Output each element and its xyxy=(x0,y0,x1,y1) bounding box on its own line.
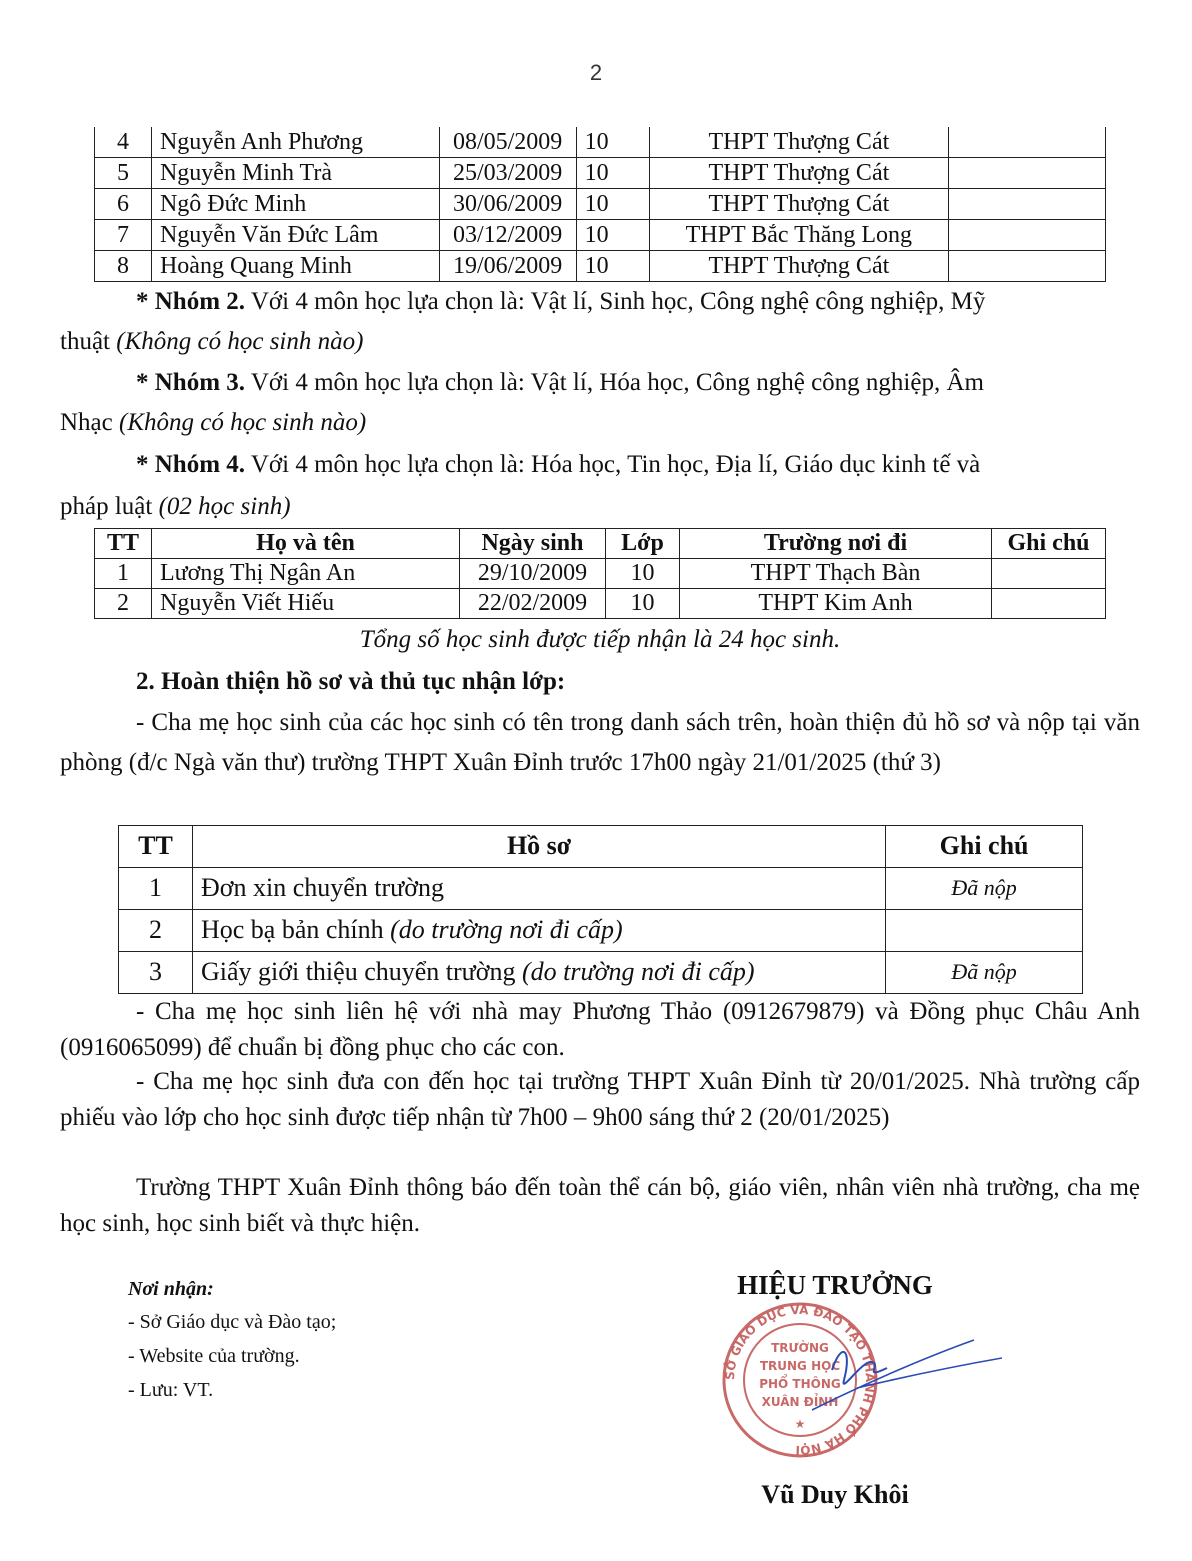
table-row: 5 Nguyễn Minh Trà 25/03/2009 10 THPT Thượng Cát xyxy=(95,158,1106,189)
students-table-group4 xyxy=(94,528,1106,619)
table-row: 2 Nguyễn Viết Hiếu 22/02/2009 10 THPT Kim Anh xyxy=(95,589,1106,619)
group3-paragraph-cont: Nhạc (Không có học sinh nào) xyxy=(60,409,367,436)
total-students-text: Tổng số học sinh được tiếp nhận là 24 học sinh. xyxy=(359,626,841,653)
closing-paragraph: Trường THPT Xuân Đỉnh thông báo đến toàn thể cán bộ, giáo viên, nhân viên nhà trường, cha mẹ học sinh, học sinh biết và thực hiện. xyxy=(60,1174,1140,1237)
table-row: 7 Nguyễn Văn Đức Lâm 03/12/2009 10 THPT Bắc Thăng Long xyxy=(95,220,1106,251)
seal-line: TRUNG HỌC xyxy=(759,1359,841,1373)
group2-paragraph-cont: thuật (Không có học sinh nào) xyxy=(60,328,364,355)
page-number: 2 xyxy=(589,60,603,85)
attendance-paragraph: - Cha mẹ học sinh đưa con đến học tại trường THPT Xuân Đỉnh từ 20/01/2025. Nhà trường cấp phiếu vào lớp cho học sinh được tiếp nhận từ 7h00 – 9h00 sáng thứ 2 (20/01/2025) xyxy=(60,1068,1140,1131)
students-table-group1 xyxy=(94,127,1106,282)
table-row: 1 Lương Thị Ngân An 29/10/2009 10 THPT Thạch Bàn xyxy=(95,559,1106,589)
seal-line: TRƯỜNG xyxy=(771,1341,829,1355)
signature-stroke xyxy=(812,1340,1002,1410)
documents-paragraph: - Cha mẹ học sinh của các học sinh có tên trong danh sách trên, hoàn thiện đủ hồ sơ và nộp tại văn phòng (đ/c Ngà văn thư) trường THPT Xuân Đỉnh trước 17h00 ngày 21/01/2025 (thứ 3) xyxy=(60,709,1140,776)
signature-title: HIỆU TRƯỞNG xyxy=(737,1270,933,1300)
recipients-title: Nơi nhận: xyxy=(128,1278,214,1300)
recipient-item: - Sở Giáo dục và Đào tạo; xyxy=(128,1311,337,1333)
seal-line: PHỔ THÔNG xyxy=(759,1377,841,1391)
group2-paragraph: * Nhóm 2. Với 4 môn học lựa chọn là: Vật lí, Sinh học, Công nghệ công nghiệp, Mỹ xyxy=(136,288,986,315)
signature-name: Vũ Duy Khôi xyxy=(761,1480,909,1509)
table-row: 1 Đơn xin chuyển trường Đã nộp xyxy=(119,868,1083,910)
recipient-item: - Website của trường. xyxy=(128,1345,300,1367)
group4-paragraph: * Nhóm 4. Với 4 môn học lựa chọn là: Hóa học, Tin học, Địa lí, Giáo dục kinh tế và xyxy=(136,451,981,478)
uniform-paragraph: - Cha mẹ học sinh liên hệ với nhà may Phương Thảo (0912679879) và Đồng phục Châu Anh (0916065099) để chuẩn bị đồng phục cho các con. xyxy=(60,998,1140,1061)
table-header-row: TT Hồ sơ Ghi chú xyxy=(119,826,1083,868)
table-row: 6 Ngô Đức Minh 30/06/2009 10 THPT Thượng Cát xyxy=(95,189,1106,220)
table-row: 8 Hoàng Quang Minh 19/06/2009 10 THPT Thượng Cát xyxy=(95,251,1106,282)
table-row: 2 Học bạ bản chính (do trường nơi đi cấp) xyxy=(119,910,1083,952)
table-row: 4 Nguyễn Anh Phương 08/05/2009 10 THPT Thượng Cát xyxy=(95,127,1106,158)
group3-paragraph: * Nhóm 3. Với 4 môn học lựa chọn là: Vật lí, Hóa học, Công nghệ công nghiệp, Âm xyxy=(136,369,984,396)
table-header-row: TT Họ và tên Ngày sinh Lớp Trường nơi đi Ghi chú xyxy=(95,529,1106,559)
seal-ring-text: SỞ GIÁO DỤC VÀ ĐÀO TẠO THÀNH PHỐ HÀ NỘI xyxy=(722,1302,878,1458)
school-seal-icon xyxy=(712,1300,1002,1460)
svg-text:★: ★ xyxy=(794,1417,806,1431)
group4-paragraph-cont: pháp luật (02 học sinh) xyxy=(60,493,291,520)
section2-title: 2. Hoàn thiện hồ sơ và thủ tục nhận lớp: xyxy=(136,668,566,695)
documents-table xyxy=(118,825,1083,994)
seal-line: XUÂN ĐỈNH xyxy=(761,1395,839,1409)
table-row: 3 Giấy giới thiệu chuyển trường (do trường nơi đi cấp) Đã nộp xyxy=(119,952,1083,994)
recipient-item: - Lưu: VT. xyxy=(128,1379,214,1401)
